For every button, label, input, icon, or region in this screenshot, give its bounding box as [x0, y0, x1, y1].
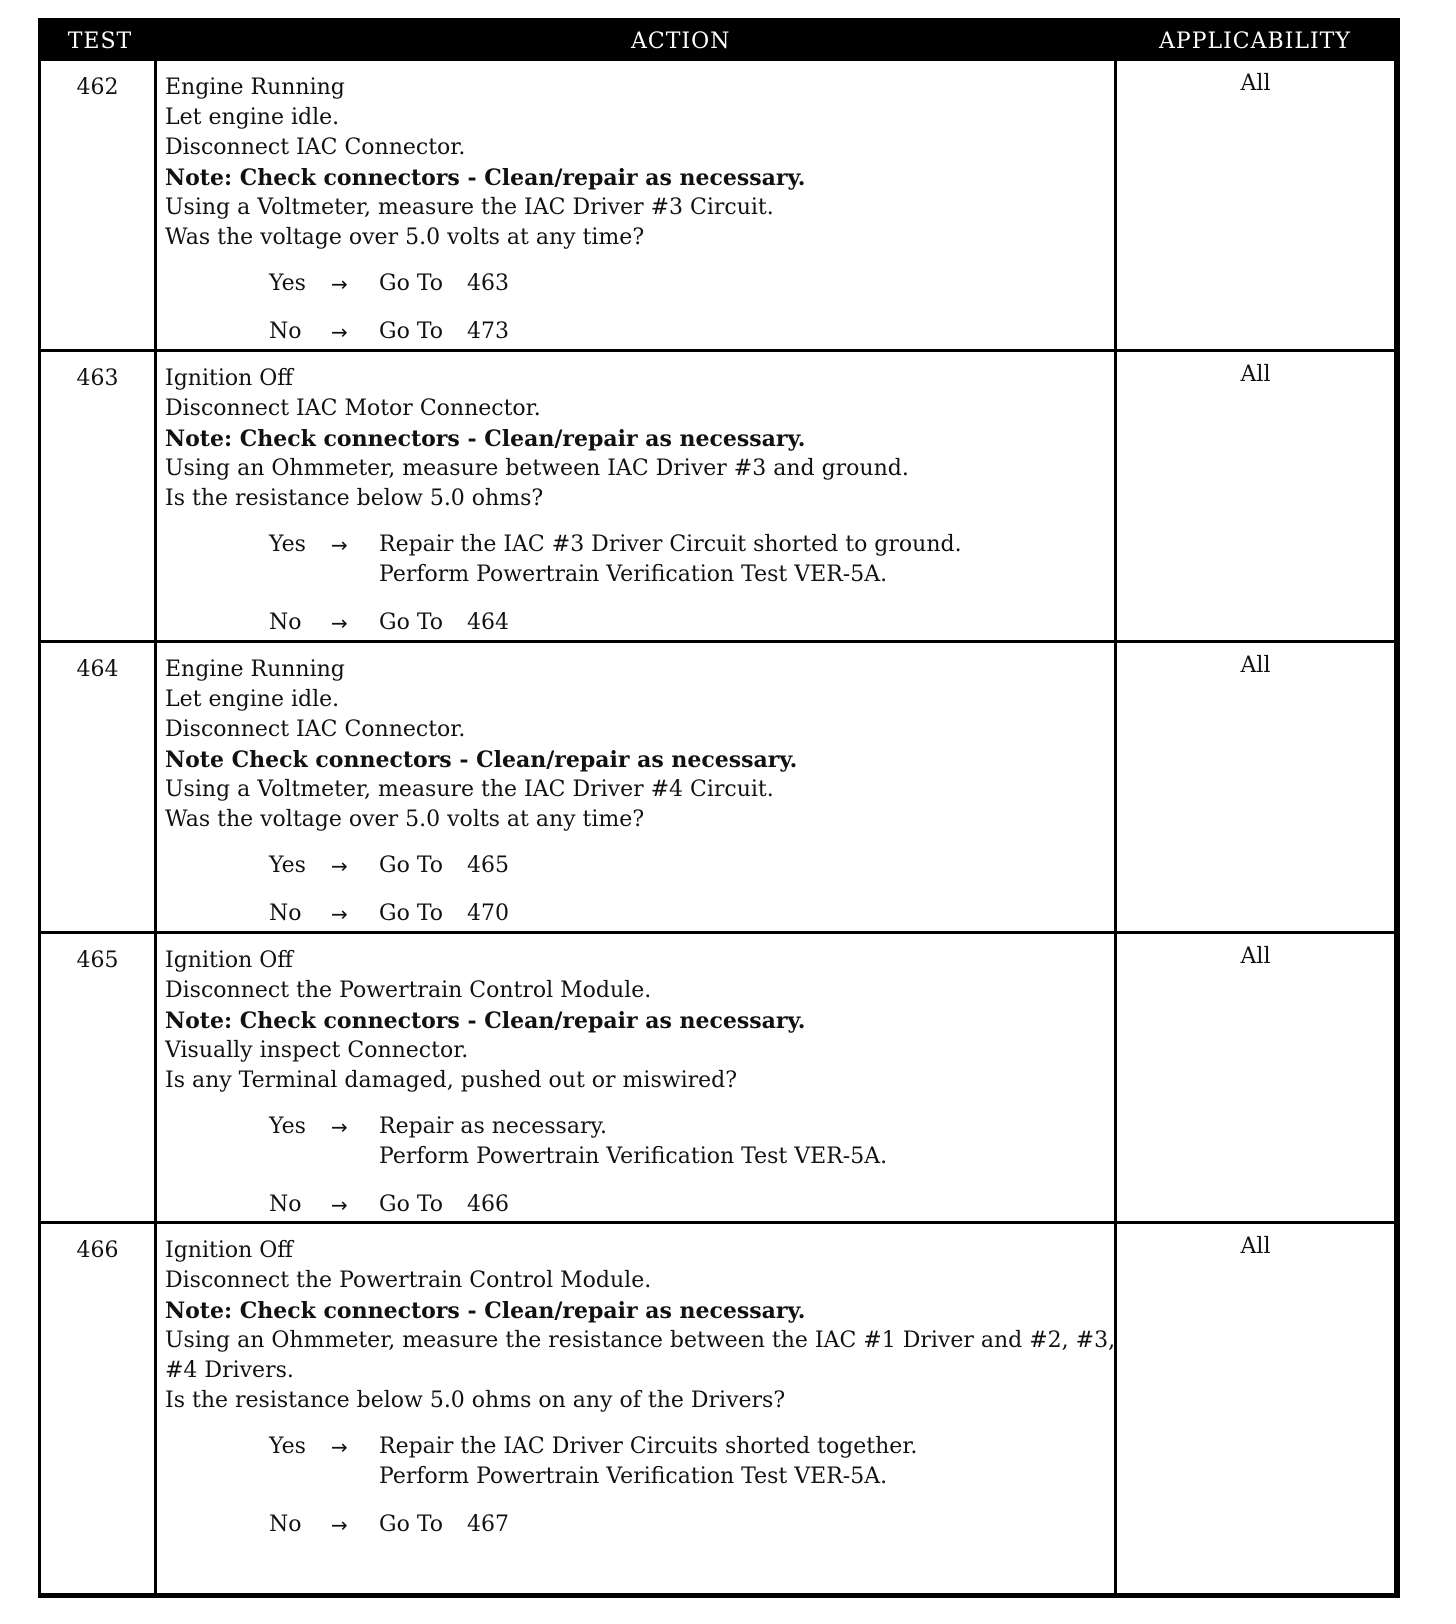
- diagnostic-table: [38, 18, 1400, 1598]
- action-line: Disconnect IAC Connector.: [165, 135, 466, 160]
- yes-branch: [165, 269, 1114, 299]
- yes-branch: [165, 851, 1114, 881]
- action-line: Is the resistance below 5.0 ohms on any of the Drivers?: [165, 1388, 786, 1413]
- arrow-icon: →: [331, 854, 348, 878]
- action-line: Disconnect the Powertrain Control Module.: [165, 1268, 652, 1293]
- table-row: [41, 934, 1394, 1224]
- yes-branch: [165, 1112, 1114, 1172]
- yes-result: [379, 1112, 887, 1172]
- arrow-icon: →: [331, 1513, 348, 1537]
- yes-result: [379, 530, 962, 590]
- action-line: Let engine idle.: [165, 105, 340, 130]
- action-line: Ignition Off: [165, 948, 293, 973]
- yes-label: Yes: [269, 853, 306, 878]
- action-line: Ignition Off: [165, 1238, 293, 1263]
- yes-branch: [165, 1432, 1114, 1492]
- arrow-icon: →: [331, 272, 348, 296]
- yes-label: Yes: [269, 532, 306, 557]
- action-line: Engine Running: [165, 75, 345, 100]
- arrow-icon: →: [331, 902, 348, 926]
- action-line: Ignition Off: [165, 366, 293, 391]
- note-line: Note: Check connectors - Clean/repair as necessary.: [165, 165, 806, 191]
- action-cell: [157, 643, 1117, 931]
- result-text-2: Perform Powertrain Verification Test VER-5A.: [379, 562, 888, 587]
- action-line: Disconnect IAC Connector.: [165, 717, 466, 742]
- no-branch: [165, 899, 1114, 929]
- result-text: Repair as necessary.: [379, 1114, 607, 1139]
- action-cell: [157, 61, 1117, 349]
- result-text: Go To: [379, 610, 444, 635]
- no-result: [379, 317, 443, 347]
- arrow-icon: →: [331, 1115, 348, 1139]
- action-line: #4 Drivers.: [165, 1358, 294, 1383]
- action-line: Using a Voltmeter, measure the IAC Driver #3 Circuit.: [165, 195, 774, 220]
- action-line: Using a Voltmeter, measure the IAC Driver #4 Circuit.: [165, 777, 774, 802]
- note-line: Note Check connectors - Clean/repair as necessary.: [165, 747, 798, 773]
- yes-result: [379, 269, 443, 299]
- yes-label: Yes: [269, 271, 306, 296]
- no-result: [379, 1190, 443, 1220]
- action-line: Was the voltage over 5.0 volts at any time?: [165, 225, 645, 250]
- header-action: ACTION: [631, 29, 731, 54]
- result-text: Repair the IAC #3 Driver Circuit shorted to ground.: [379, 532, 962, 557]
- no-branch: [165, 1190, 1114, 1220]
- no-branch: [165, 317, 1114, 347]
- action-cell: [157, 1224, 1117, 1596]
- action-line: Using an Ohmmeter, measure the resistance between the IAC #1 Driver and #2, #3,: [165, 1328, 1116, 1353]
- yes-branch: [165, 530, 1114, 590]
- arrow-icon: →: [331, 320, 348, 344]
- arrow-icon: →: [331, 1435, 348, 1459]
- action-line: Using an Ohmmeter, measure between IAC Driver #3 and ground.: [165, 456, 909, 481]
- action-line: Disconnect IAC Motor Connector.: [165, 396, 541, 421]
- goto-target: 470: [467, 901, 509, 926]
- no-label: No: [269, 610, 302, 635]
- goto-target: 463: [467, 271, 509, 296]
- test-number: 465: [41, 934, 157, 1221]
- action-line: Is any Terminal damaged, pushed out or miswired?: [165, 1068, 738, 1093]
- applicability-value: All: [1240, 944, 1271, 969]
- result-text-2: Perform Powertrain Verification Test VER-5A.: [379, 1144, 888, 1169]
- header-applicability: APPLICABILITY: [1159, 29, 1351, 54]
- yes-label: Yes: [269, 1434, 306, 1459]
- yes-result: [379, 1432, 917, 1492]
- header-test: TEST: [67, 29, 133, 54]
- result-text: Go To: [379, 1192, 444, 1217]
- note-line: Note: Check connectors - Clean/repair as necessary.: [165, 1298, 806, 1324]
- table-row: [41, 61, 1394, 352]
- action-line: Visually inspect Connector.: [165, 1038, 469, 1063]
- action-line: Let engine idle.: [165, 687, 340, 712]
- no-label: No: [269, 1192, 302, 1217]
- test-number: 464: [41, 643, 157, 931]
- arrow-icon: →: [331, 1193, 348, 1217]
- goto-target: 465: [467, 853, 509, 878]
- test-number: 462: [41, 61, 157, 349]
- applicability-value: All: [1240, 362, 1271, 387]
- no-result: [379, 899, 443, 929]
- result-text: Go To: [379, 1512, 444, 1537]
- action-cell: [157, 934, 1117, 1221]
- applicability-value: All: [1240, 71, 1271, 96]
- action-line: Was the voltage over 5.0 volts at any time?: [165, 807, 645, 832]
- action-line: Disconnect the Powertrain Control Module.: [165, 978, 652, 1003]
- arrow-icon: →: [331, 611, 348, 635]
- goto-target: 464: [467, 610, 509, 635]
- goto-target: 466: [467, 1192, 509, 1217]
- test-number: 466: [41, 1224, 157, 1596]
- no-label: No: [269, 901, 302, 926]
- arrow-icon: →: [331, 533, 348, 557]
- applicability-value: All: [1240, 1234, 1271, 1259]
- note-line: Note: Check connectors - Clean/repair as necessary.: [165, 426, 806, 452]
- note-line: Note: Check connectors - Clean/repair as necessary.: [165, 1008, 806, 1034]
- table-row: [41, 352, 1394, 643]
- table-row: [41, 1224, 1394, 1596]
- no-branch: [165, 608, 1114, 638]
- yes-label: Yes: [269, 1114, 306, 1139]
- action-line: Engine Running: [165, 657, 345, 682]
- no-result: [379, 1510, 443, 1540]
- applicability-value: All: [1240, 653, 1271, 678]
- test-number: 463: [41, 352, 157, 640]
- result-text: Go To: [379, 901, 444, 926]
- result-text: Go To: [379, 853, 444, 878]
- goto-target: 467: [467, 1512, 509, 1537]
- action-line: Is the resistance below 5.0 ohms?: [165, 486, 544, 511]
- table-header: [41, 21, 1394, 61]
- no-label: No: [269, 319, 302, 344]
- result-text: Go To: [379, 271, 444, 296]
- goto-target: 473: [467, 319, 509, 344]
- no-branch: [165, 1510, 1114, 1540]
- no-result: [379, 608, 443, 638]
- table-row: [41, 643, 1394, 934]
- result-text: Go To: [379, 319, 444, 344]
- no-label: No: [269, 1512, 302, 1537]
- result-text-2: Perform Powertrain Verification Test VER-5A.: [379, 1464, 888, 1489]
- result-text: Repair the IAC Driver Circuits shorted together.: [379, 1434, 918, 1459]
- action-cell: [157, 352, 1117, 640]
- yes-result: [379, 851, 443, 881]
